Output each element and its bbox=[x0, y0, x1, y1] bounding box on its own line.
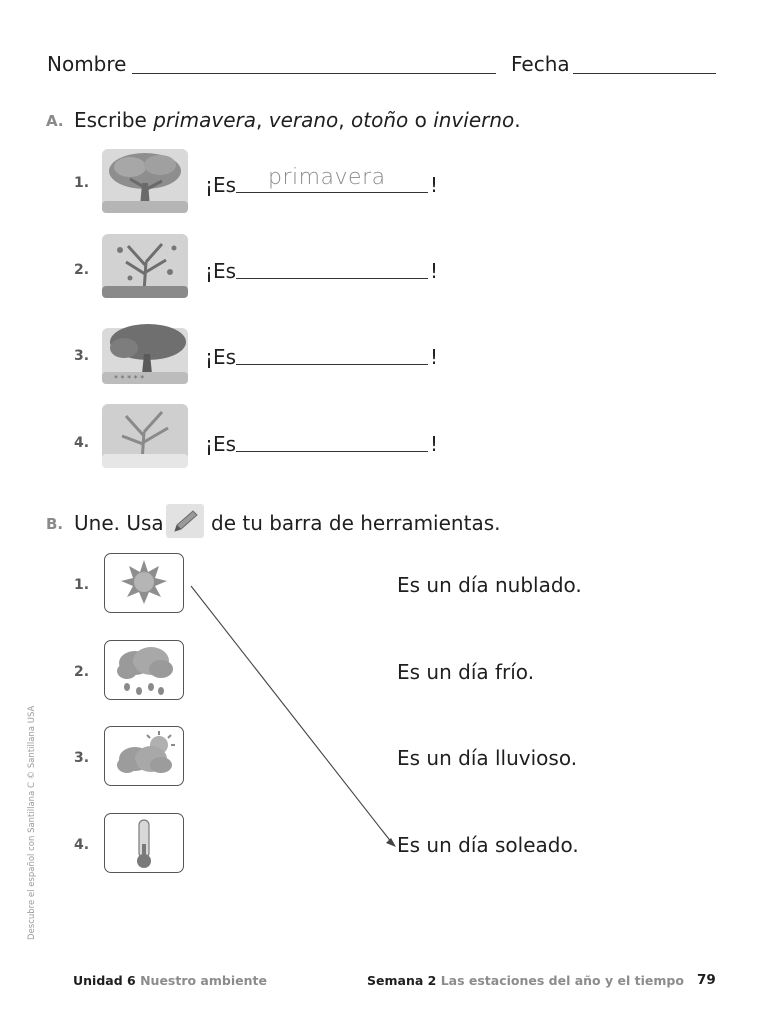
summer-tree-image bbox=[100, 318, 190, 386]
name-line[interactable] bbox=[132, 73, 496, 74]
phrase-cloudy[interactable]: Es un día nublado. bbox=[397, 573, 582, 597]
item-a2-number: 2. bbox=[74, 262, 90, 278]
thermometer-box[interactable] bbox=[104, 813, 184, 873]
item-a1-answer: primavera bbox=[268, 165, 386, 190]
footer-week: Semana 2 Las estaciones del año y el tiempo bbox=[367, 973, 684, 988]
phrase-rainy[interactable]: Es un día lluvioso. bbox=[397, 746, 578, 770]
item-b2-number: 2. bbox=[74, 664, 90, 680]
sun-box[interactable] bbox=[104, 553, 184, 613]
thermometer-icon bbox=[105, 814, 183, 872]
item-a2-prefix: ¡Es bbox=[205, 259, 237, 283]
cloud-sun-icon bbox=[105, 727, 183, 785]
item-b3-number: 3. bbox=[74, 750, 90, 766]
item-b4-number: 4. bbox=[74, 837, 90, 853]
pencil-tool-icon[interactable] bbox=[165, 503, 205, 539]
section-a-letter: A. bbox=[46, 112, 64, 130]
item-a4-suffix: ! bbox=[430, 432, 439, 456]
phrase-cold[interactable]: Es un día frío. bbox=[397, 660, 535, 684]
item-a3-suffix: ! bbox=[430, 345, 439, 369]
item-a2-blank[interactable] bbox=[236, 278, 428, 279]
date-line[interactable] bbox=[573, 73, 716, 74]
section-a-instruction: Escribe primavera, verano, otoño o invierno. bbox=[74, 108, 521, 132]
item-a1-prefix: ¡Es bbox=[205, 173, 237, 197]
item-a4-blank[interactable] bbox=[236, 451, 428, 452]
phrase-sunny[interactable]: Es un día soleado. bbox=[397, 833, 579, 857]
date-label: Fecha bbox=[511, 52, 570, 76]
item-a3-blank[interactable] bbox=[236, 364, 428, 365]
rain-cloud-box[interactable] bbox=[104, 640, 184, 700]
rain-cloud-icon bbox=[105, 641, 183, 699]
item-a4-prefix: ¡Es bbox=[205, 432, 237, 456]
section-b-instruction-start: Une. Usa bbox=[74, 511, 164, 535]
item-a1-blank[interactable] bbox=[236, 192, 428, 193]
name-label: Nombre bbox=[47, 52, 127, 76]
footer-unit: Unidad 6 Nuestro ambiente bbox=[73, 973, 267, 988]
item-a3-prefix: ¡Es bbox=[205, 345, 237, 369]
svg-text:* * * * *: * * * * * bbox=[114, 374, 145, 383]
item-b1-number: 1. bbox=[74, 577, 90, 593]
item-a1-number: 1. bbox=[74, 175, 90, 191]
sun-icon bbox=[105, 554, 183, 612]
section-b-letter: B. bbox=[46, 515, 64, 533]
item-a1-suffix: ! bbox=[430, 173, 439, 197]
copyright-sidebar: Descubre el español con Santillana C © Santillana USA bbox=[27, 705, 37, 940]
item-a3-number: 3. bbox=[74, 348, 90, 364]
cloud-sun-box[interactable] bbox=[104, 726, 184, 786]
autumn-tree-image bbox=[100, 232, 190, 300]
spring-tree-image bbox=[100, 147, 190, 215]
item-a4-number: 4. bbox=[74, 435, 90, 451]
item-a2-suffix: ! bbox=[430, 259, 439, 283]
winter-tree-image bbox=[100, 402, 190, 470]
page-number: 79 bbox=[697, 972, 716, 988]
section-b-instruction-end: de tu barra de herramientas. bbox=[211, 511, 501, 535]
